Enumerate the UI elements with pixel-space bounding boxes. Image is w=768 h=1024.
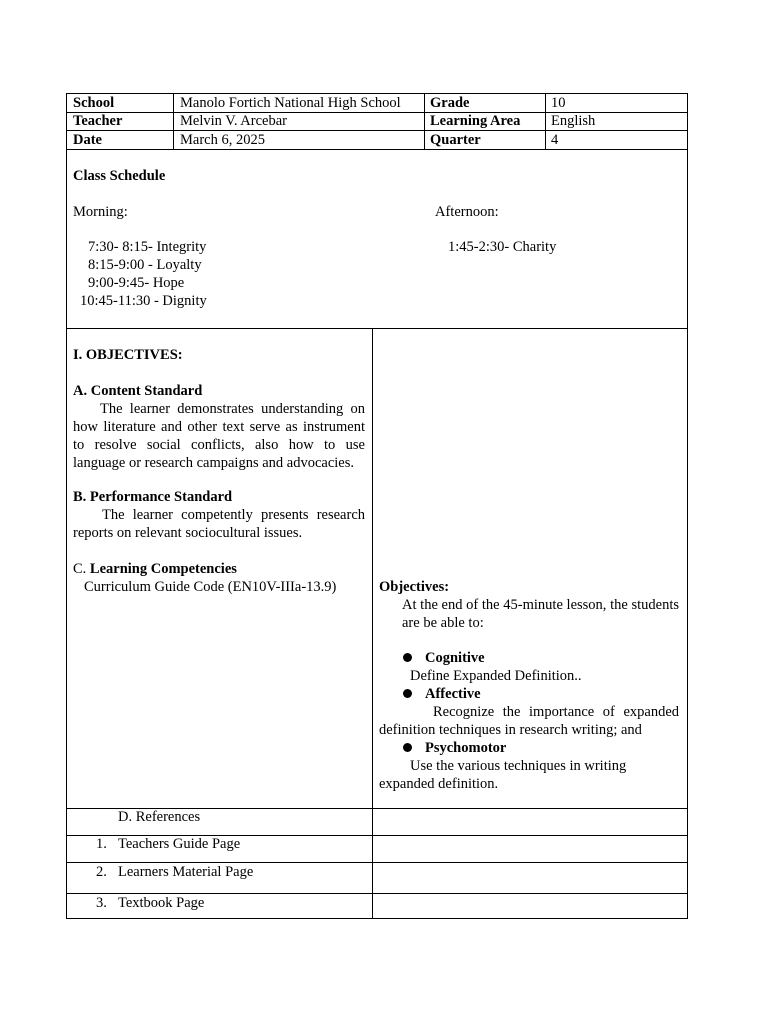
date-value: March 6, 2025 [180,132,265,148]
morning-slot: 9:00-9:45- Hope [88,275,185,291]
bullet-icon [403,653,412,662]
objectives-intro: At the end of the 45-minute lesson, the students are be able to: [402,597,679,631]
teacher-value: Melvin V. Arcebar [180,113,287,129]
curriculum-guide-code: Curriculum Guide Code (EN10V-IIIa-13.9) [84,579,337,595]
performance-standard-text: The learner competently presents research reports on relevant sociocultural issues. [73,507,365,541]
grade-label: Grade [430,95,470,111]
objectives-right-title: Objectives: [379,579,450,595]
psychomotor-bullet [403,739,506,757]
schedule-title: Class Schedule [73,168,166,184]
affective-text: Recognize the importance of expanded definition techniques in research writing; and [379,704,679,738]
learning-area-value: English [551,113,596,129]
cognitive-text: Define Expanded Definition.. [410,668,582,684]
morning-slot: 7:30- 8:15- Integrity [88,239,207,255]
cognitive-label: Cognitive [425,650,485,666]
school-label: School [73,95,115,111]
school-value: Manolo Fortich National High School [180,95,401,111]
reference-number: 1. [96,836,107,852]
affective-label: Affective [425,686,481,702]
date-label: Date [73,132,102,148]
bullet-icon [403,689,412,698]
content-standard-title: A. Content Standard [73,383,203,399]
reference-item: Learners Material Page [118,864,254,880]
competencies-prefix: C. [73,561,90,577]
affective-bullet [403,685,481,703]
objectives-heading: I. OBJECTIVES: [73,347,183,363]
bullet-icon [403,743,412,752]
quarter-label: Quarter [430,132,481,148]
morning-label: Morning: [73,204,128,220]
reference-number: 3. [96,895,107,911]
performance-standard-title: B. Performance Standard [73,489,233,505]
afternoon-label: Afternoon: [435,204,499,220]
learning-competencies-heading [73,560,237,578]
references-title: D. References [118,809,201,825]
psychomotor-label: Psychomotor [425,740,507,756]
grade-value: 10 [551,95,566,111]
quarter-value: 4 [551,132,559,148]
psychomotor-text: Use the various techniques in writing expanded definition. [379,758,627,792]
competencies-title: Learning Competencies [89,561,237,577]
reference-number: 2. [96,864,107,880]
afternoon-slot: 1:45-2:30- Charity [448,239,557,255]
learning-area-label: Learning Area [430,113,521,129]
reference-item: Teachers Guide Page [118,836,241,852]
reference-item: Textbook Page [118,895,205,911]
morning-slot: 8:15-9:00 - Loyalty [88,257,202,273]
cognitive-bullet [403,649,485,667]
content-standard-text: The learner demonstrates understanding on how literature and other text serve as instrument to resolve social conflicts, also how to use language or research campaigns and advocacies. [73,401,365,471]
teacher-label: Teacher [73,113,123,129]
morning-slot: 10:45-11:30 - Dignity [80,293,207,309]
